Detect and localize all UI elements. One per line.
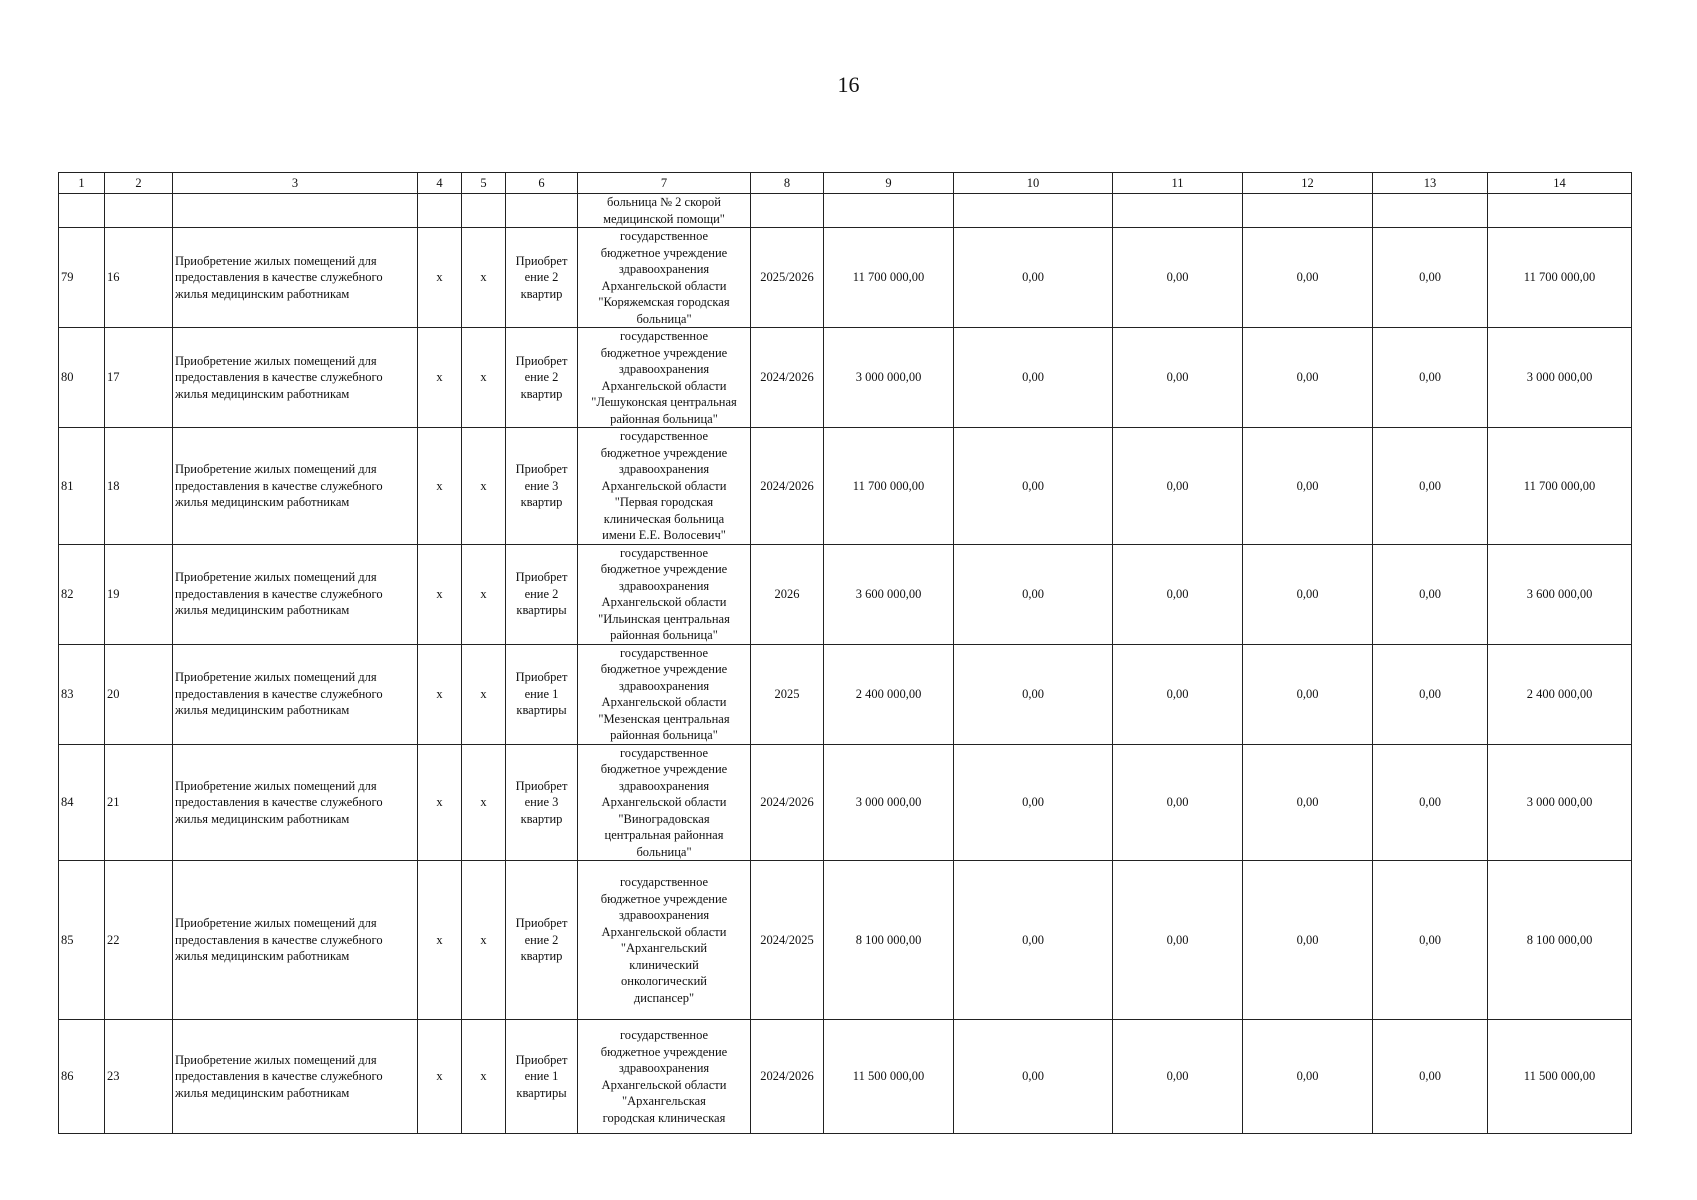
organization-name-line: Архангельской области bbox=[601, 695, 727, 709]
column-number-12: 12 bbox=[1243, 173, 1373, 194]
units-planned-line: квартир bbox=[520, 949, 563, 964]
organization-name-line: государственное bbox=[619, 229, 709, 243]
units-planned bbox=[506, 1020, 578, 1134]
measure-description-line: предоставления в качестве служебного bbox=[175, 686, 383, 701]
amount-col-11: 0,00 bbox=[1113, 328, 1243, 428]
measure-description-line: Приобретение жилых помещений для bbox=[175, 1052, 377, 1067]
implementation-years: 2026 bbox=[751, 544, 824, 644]
org-line: медицинской помощи" bbox=[603, 211, 725, 226]
organization-name-line: "Виноградовская bbox=[618, 811, 710, 826]
amount-col-14: 3 600 000,00 bbox=[1488, 544, 1632, 644]
implementation-years: 2024/2026 bbox=[751, 328, 824, 428]
amount-total: 3 600 000,00 bbox=[824, 544, 954, 644]
measure-description-line: жилья медицинским работникам bbox=[175, 603, 350, 618]
organization-name-line: Архангельской области bbox=[601, 378, 727, 393]
units-planned-line: квартир bbox=[520, 386, 563, 401]
units-planned-line: Приобрет bbox=[515, 916, 568, 931]
organization-name-line: здравоохранения bbox=[618, 908, 710, 922]
measure-description bbox=[173, 428, 418, 545]
organization-name-line: районная больница" bbox=[610, 628, 718, 642]
amount-col-13: 0,00 bbox=[1373, 428, 1488, 545]
organization-name-line: здравоохранения bbox=[618, 362, 710, 376]
measure-description-line: предоставления в качестве служебного bbox=[175, 586, 383, 601]
organization-name-line: имени Е.Е. Волосевич" bbox=[602, 528, 726, 542]
amount-col-12: 0,00 bbox=[1243, 544, 1373, 644]
amount-col-12: 0,00 bbox=[1243, 644, 1373, 744]
column-4-value: х bbox=[418, 544, 462, 644]
amount-total: 8 100 000,00 bbox=[824, 861, 954, 1020]
table-row bbox=[59, 744, 1632, 861]
row-number: 86 bbox=[59, 1020, 105, 1134]
row-number: 84 bbox=[59, 744, 105, 861]
organization-name-line: "Архангельский bbox=[620, 941, 708, 955]
units-planned-line: квартир bbox=[520, 495, 563, 509]
amount-col-12: 0,00 bbox=[1243, 1020, 1373, 1134]
amount-col-11: 0,00 bbox=[1113, 1020, 1243, 1134]
column-4-value: х bbox=[418, 1020, 462, 1134]
units-planned bbox=[506, 228, 578, 328]
item-number: 22 bbox=[105, 861, 173, 1020]
units-planned-line: ение 3 bbox=[524, 795, 559, 809]
organization-name-line: государственное bbox=[619, 329, 709, 343]
organization-name bbox=[578, 861, 751, 1020]
column-number-14: 14 bbox=[1488, 173, 1632, 194]
measure-description-line: Приобретение жилых помещений для bbox=[175, 253, 377, 268]
units-planned-line: Приобрет bbox=[515, 570, 568, 585]
organization-name-line: районная больница" bbox=[610, 728, 718, 742]
page-number: 16 bbox=[837, 72, 860, 97]
continuation-cell bbox=[1488, 194, 1632, 228]
column-4-value: х bbox=[418, 744, 462, 861]
implementation-years: 2024/2025 bbox=[751, 861, 824, 1020]
organization-name-line: больница" bbox=[636, 311, 692, 326]
organization-name-line: городская клиническая bbox=[602, 1110, 726, 1125]
continuation-cell bbox=[462, 194, 506, 228]
table-row bbox=[59, 1020, 1632, 1134]
amount-col-14: 3 000 000,00 bbox=[1488, 744, 1632, 861]
measure-description-line: Приобретение жилых помещений для bbox=[175, 778, 377, 793]
measure-description bbox=[173, 544, 418, 644]
units-planned-line: ение 3 bbox=[524, 478, 559, 493]
amount-col-14: 3 000 000,00 bbox=[1488, 328, 1632, 428]
units-planned-line: ение 2 bbox=[524, 932, 559, 947]
column-number-9: 9 bbox=[824, 173, 954, 194]
amount-col-13: 0,00 bbox=[1373, 644, 1488, 744]
continuation-cell bbox=[1373, 194, 1488, 228]
units-planned bbox=[506, 744, 578, 861]
amount-total: 2 400 000,00 bbox=[824, 644, 954, 744]
column-5-value: х bbox=[462, 861, 506, 1020]
item-number: 19 bbox=[105, 544, 173, 644]
organization-name-line: больница" bbox=[636, 844, 692, 859]
column-number-10: 10 bbox=[954, 173, 1113, 194]
units-planned-line: квартиры bbox=[516, 703, 567, 718]
column-number-1: 1 bbox=[59, 173, 105, 194]
organization-name-line: бюджетное учреждение bbox=[600, 891, 728, 906]
units-planned-line: ение 2 bbox=[524, 370, 559, 385]
measure-description-line: жилья медицинским работникам bbox=[175, 811, 350, 826]
table-row bbox=[59, 861, 1632, 1020]
organization-name bbox=[578, 744, 751, 861]
continuation-org-cell bbox=[578, 194, 751, 228]
organization-name-line: Архангельской области bbox=[601, 595, 727, 609]
column-5-value: х bbox=[462, 428, 506, 545]
units-planned-line: Приобрет bbox=[515, 1052, 568, 1067]
organization-name-line: здравоохранения bbox=[618, 778, 710, 793]
measure-description-line: Приобретение жилых помещений для bbox=[175, 353, 377, 368]
amount-col-13: 0,00 bbox=[1373, 1020, 1488, 1134]
organization-name-line: бюджетное учреждение bbox=[600, 762, 728, 776]
implementation-years: 2024/2026 bbox=[751, 1020, 824, 1134]
measure-description bbox=[173, 228, 418, 328]
continuation-cell bbox=[506, 194, 578, 228]
measure-description-line: предоставления в качестве служебного bbox=[175, 478, 383, 493]
organization-name-line: здравоохранения bbox=[618, 578, 710, 593]
row-number: 83 bbox=[59, 644, 105, 744]
implementation-years: 2024/2026 bbox=[751, 744, 824, 861]
measure-description-line: жилья медицинским работникам bbox=[175, 1085, 350, 1100]
organization-name-line: Архангельской области bbox=[601, 1077, 727, 1092]
organization-name-line: государственное bbox=[619, 645, 709, 660]
amount-col-11: 0,00 bbox=[1113, 644, 1243, 744]
implementation-years: 2025 bbox=[751, 644, 824, 744]
units-planned-line: Приобрет bbox=[515, 778, 568, 793]
organization-name-line: бюджетное учреждение bbox=[600, 662, 728, 676]
amount-col-13: 0,00 bbox=[1373, 328, 1488, 428]
amount-col-12: 0,00 bbox=[1243, 428, 1373, 545]
amount-col-13: 0,00 bbox=[1373, 861, 1488, 1020]
organization-name bbox=[578, 228, 751, 328]
amount-col-13: 0,00 bbox=[1373, 228, 1488, 328]
implementation-years: 2025/2026 bbox=[751, 228, 824, 328]
amount-col-11: 0,00 bbox=[1113, 428, 1243, 545]
table-row bbox=[59, 228, 1632, 328]
amount-col-10: 0,00 bbox=[954, 228, 1113, 328]
organization-name-line: государственное bbox=[619, 1028, 709, 1042]
column-number-3: 3 bbox=[173, 173, 418, 194]
units-planned-line: Приобрет bbox=[515, 253, 568, 268]
amount-total: 11 700 000,00 bbox=[824, 428, 954, 545]
units-planned-line: ение 1 bbox=[524, 686, 559, 701]
organization-name-line: государственное bbox=[619, 545, 709, 560]
measure-description-line: жилья медицинским работникам bbox=[175, 286, 350, 301]
row-number: 79 bbox=[59, 228, 105, 328]
column-number-13: 13 bbox=[1373, 173, 1488, 194]
column-5-value: х bbox=[462, 644, 506, 744]
units-planned-line: Приобрет bbox=[515, 353, 568, 368]
organization-name bbox=[578, 644, 751, 744]
continuation-cell bbox=[954, 194, 1113, 228]
column-4-value: х bbox=[418, 861, 462, 1020]
units-planned-line: квартиры bbox=[516, 1085, 567, 1100]
measure-description-line: Приобретение жилых помещений для bbox=[175, 670, 377, 685]
organization-name-line: Архангельской области bbox=[601, 924, 727, 939]
continuation-cell bbox=[418, 194, 462, 228]
item-number: 18 bbox=[105, 428, 173, 545]
implementation-years: 2024/2026 bbox=[751, 428, 824, 545]
continuation-cell bbox=[751, 194, 824, 228]
organization-name-line: бюджетное учреждение bbox=[600, 245, 728, 260]
item-number: 21 bbox=[105, 744, 173, 861]
row-number: 81 bbox=[59, 428, 105, 545]
amount-total: 3 000 000,00 bbox=[824, 744, 954, 861]
measure-description-line: Приобретение жилых помещений для bbox=[175, 570, 377, 585]
column-4-value: х bbox=[418, 428, 462, 545]
measure-description-line: жилья медицинским работникам bbox=[175, 703, 350, 718]
organization-name-line: "Первая городская bbox=[614, 495, 714, 509]
organization-name-line: клиническая больница bbox=[603, 511, 725, 526]
budget-table bbox=[58, 172, 1632, 1134]
amount-col-10: 0,00 bbox=[954, 744, 1113, 861]
amount-col-10: 0,00 bbox=[954, 861, 1113, 1020]
item-number: 20 bbox=[105, 644, 173, 744]
column-number-2: 2 bbox=[105, 173, 173, 194]
units-planned bbox=[506, 428, 578, 545]
measure-description-line: предоставления в качестве служебного bbox=[175, 795, 383, 809]
column-number-8: 8 bbox=[751, 173, 824, 194]
continuation-cell bbox=[824, 194, 954, 228]
column-4-value: х bbox=[418, 328, 462, 428]
organization-name bbox=[578, 1020, 751, 1134]
column-5-value: х bbox=[462, 328, 506, 428]
organization-name-line: бюджетное учреждение bbox=[600, 562, 728, 576]
units-planned-line: квартир bbox=[520, 811, 563, 826]
column-4-value: х bbox=[418, 644, 462, 744]
column-5-value: х bbox=[462, 544, 506, 644]
amount-col-11: 0,00 bbox=[1113, 861, 1243, 1020]
organization-name-line: клинический bbox=[629, 957, 699, 972]
organization-name-line: Архангельской области bbox=[601, 278, 727, 293]
units-planned-line: Приобрет bbox=[515, 462, 568, 476]
amount-col-12: 0,00 bbox=[1243, 744, 1373, 861]
column-number-4: 4 bbox=[418, 173, 462, 194]
column-5-value: х bbox=[462, 1020, 506, 1134]
item-number: 23 bbox=[105, 1020, 173, 1134]
organization-name-line: здравоохранения bbox=[618, 1061, 710, 1075]
amount-col-10: 0,00 bbox=[954, 328, 1113, 428]
item-number: 16 bbox=[105, 228, 173, 328]
units-planned bbox=[506, 544, 578, 644]
organization-name-line: "Коряжемская городская bbox=[598, 295, 730, 309]
row-number: 82 bbox=[59, 544, 105, 644]
amount-col-12: 0,00 bbox=[1243, 228, 1373, 328]
amount-total: 3 000 000,00 bbox=[824, 328, 954, 428]
organization-name-line: здравоохранения bbox=[618, 462, 710, 476]
measure-description-line: предоставления в качестве служебного bbox=[175, 270, 383, 285]
amount-col-14: 11 700 000,00 bbox=[1488, 428, 1632, 545]
column-number-5: 5 bbox=[462, 173, 506, 194]
item-number: 17 bbox=[105, 328, 173, 428]
table-row bbox=[59, 544, 1632, 644]
measure-description-line: Приобретение жилых помещений для bbox=[175, 916, 377, 931]
organization-name-line: диспансер" bbox=[633, 990, 695, 1005]
column-number-header-row bbox=[59, 173, 1632, 194]
column-number-11: 11 bbox=[1113, 173, 1243, 194]
organization-name-line: "Мезенская центральная bbox=[598, 711, 730, 726]
organization-name-line: районная больница" bbox=[610, 411, 718, 426]
organization-name-line: государственное bbox=[619, 745, 709, 760]
units-planned-line: квартир bbox=[520, 286, 563, 301]
measure-description-line: Приобретение жилых помещений для bbox=[175, 462, 377, 476]
table-row bbox=[59, 644, 1632, 744]
organization-name-line: "Лешуконская центральная bbox=[591, 395, 737, 409]
organization-name bbox=[578, 428, 751, 545]
measure-description-line: жилья медицинским работникам bbox=[175, 495, 350, 509]
table-row bbox=[59, 328, 1632, 428]
organization-name-line: "Ильинская центральная bbox=[598, 611, 730, 626]
measure-description-line: предоставления в качестве служебного bbox=[175, 932, 383, 947]
amount-col-10: 0,00 bbox=[954, 644, 1113, 744]
organization-name-line: здравоохранения bbox=[618, 262, 710, 276]
organization-name-line: бюджетное учреждение bbox=[600, 445, 728, 460]
table-row bbox=[59, 428, 1632, 545]
units-planned-line: ение 2 bbox=[524, 270, 559, 285]
amount-col-10: 0,00 bbox=[954, 544, 1113, 644]
measure-description bbox=[173, 744, 418, 861]
amount-col-14: 8 100 000,00 bbox=[1488, 861, 1632, 1020]
measure-description bbox=[173, 861, 418, 1020]
organization-name-line: бюджетное учреждение bbox=[600, 345, 728, 360]
continuation-cell bbox=[1113, 194, 1243, 228]
organization-name-line: Архангельской области bbox=[601, 795, 727, 809]
units-planned bbox=[506, 644, 578, 744]
row-number: 80 bbox=[59, 328, 105, 428]
column-5-value: х bbox=[462, 744, 506, 861]
organization-name-line: "Архангельская bbox=[622, 1094, 706, 1108]
amount-col-10: 0,00 bbox=[954, 428, 1113, 545]
amount-col-11: 0,00 bbox=[1113, 744, 1243, 861]
column-5-value: х bbox=[462, 228, 506, 328]
column-number-7: 7 bbox=[578, 173, 751, 194]
amount-col-12: 0,00 bbox=[1243, 861, 1373, 1020]
continuation-cell bbox=[173, 194, 418, 228]
column-number-6: 6 bbox=[506, 173, 578, 194]
units-planned-line: квартиры bbox=[516, 603, 567, 618]
amount-col-13: 0,00 bbox=[1373, 744, 1488, 861]
units-planned bbox=[506, 861, 578, 1020]
amount-col-13: 0,00 bbox=[1373, 544, 1488, 644]
amount-col-14: 11 700 000,00 bbox=[1488, 228, 1632, 328]
continuation-cell bbox=[1243, 194, 1373, 228]
amount-col-14: 11 500 000,00 bbox=[1488, 1020, 1632, 1134]
continuation-cell bbox=[105, 194, 173, 228]
amount-col-14: 2 400 000,00 bbox=[1488, 644, 1632, 744]
organization-name-line: государственное bbox=[619, 875, 709, 889]
amount-col-12: 0,00 bbox=[1243, 328, 1373, 428]
measure-description-line: жилья медицинским работникам bbox=[175, 386, 350, 401]
units-planned-line: ение 2 bbox=[524, 586, 559, 601]
amount-col-10: 0,00 bbox=[954, 1020, 1113, 1134]
measure-description-line: жилья медицинским работникам bbox=[175, 949, 350, 964]
organization-name-line: здравоохранения bbox=[618, 678, 710, 693]
units-planned bbox=[506, 328, 578, 428]
organization-name-line: Архангельской области bbox=[601, 478, 727, 493]
row-number: 85 bbox=[59, 861, 105, 1020]
column-4-value: х bbox=[418, 228, 462, 328]
continuation-row bbox=[59, 194, 1632, 228]
amount-col-11: 0,00 bbox=[1113, 544, 1243, 644]
continuation-cell bbox=[59, 194, 105, 228]
measure-description-line: предоставления в качестве служебного bbox=[175, 370, 383, 385]
amount-col-11: 0,00 bbox=[1113, 228, 1243, 328]
organization-name-line: государственное bbox=[619, 429, 709, 443]
org-line: больница № 2 скорой bbox=[607, 195, 721, 209]
measure-description bbox=[173, 1020, 418, 1134]
organization-name-line: онкологический bbox=[621, 974, 707, 988]
amount-total: 11 700 000,00 bbox=[824, 228, 954, 328]
measure-description bbox=[173, 644, 418, 744]
organization-name-line: центральная районная bbox=[604, 828, 724, 842]
organization-name bbox=[578, 544, 751, 644]
organization-name-line: бюджетное учреждение bbox=[600, 1044, 728, 1059]
units-planned-line: Приобрет bbox=[515, 670, 568, 685]
measure-description bbox=[173, 328, 418, 428]
organization-name bbox=[578, 328, 751, 428]
units-planned-line: ение 1 bbox=[524, 1069, 559, 1084]
amount-total: 11 500 000,00 bbox=[824, 1020, 954, 1134]
measure-description-line: предоставления в качестве служебного bbox=[175, 1069, 383, 1084]
